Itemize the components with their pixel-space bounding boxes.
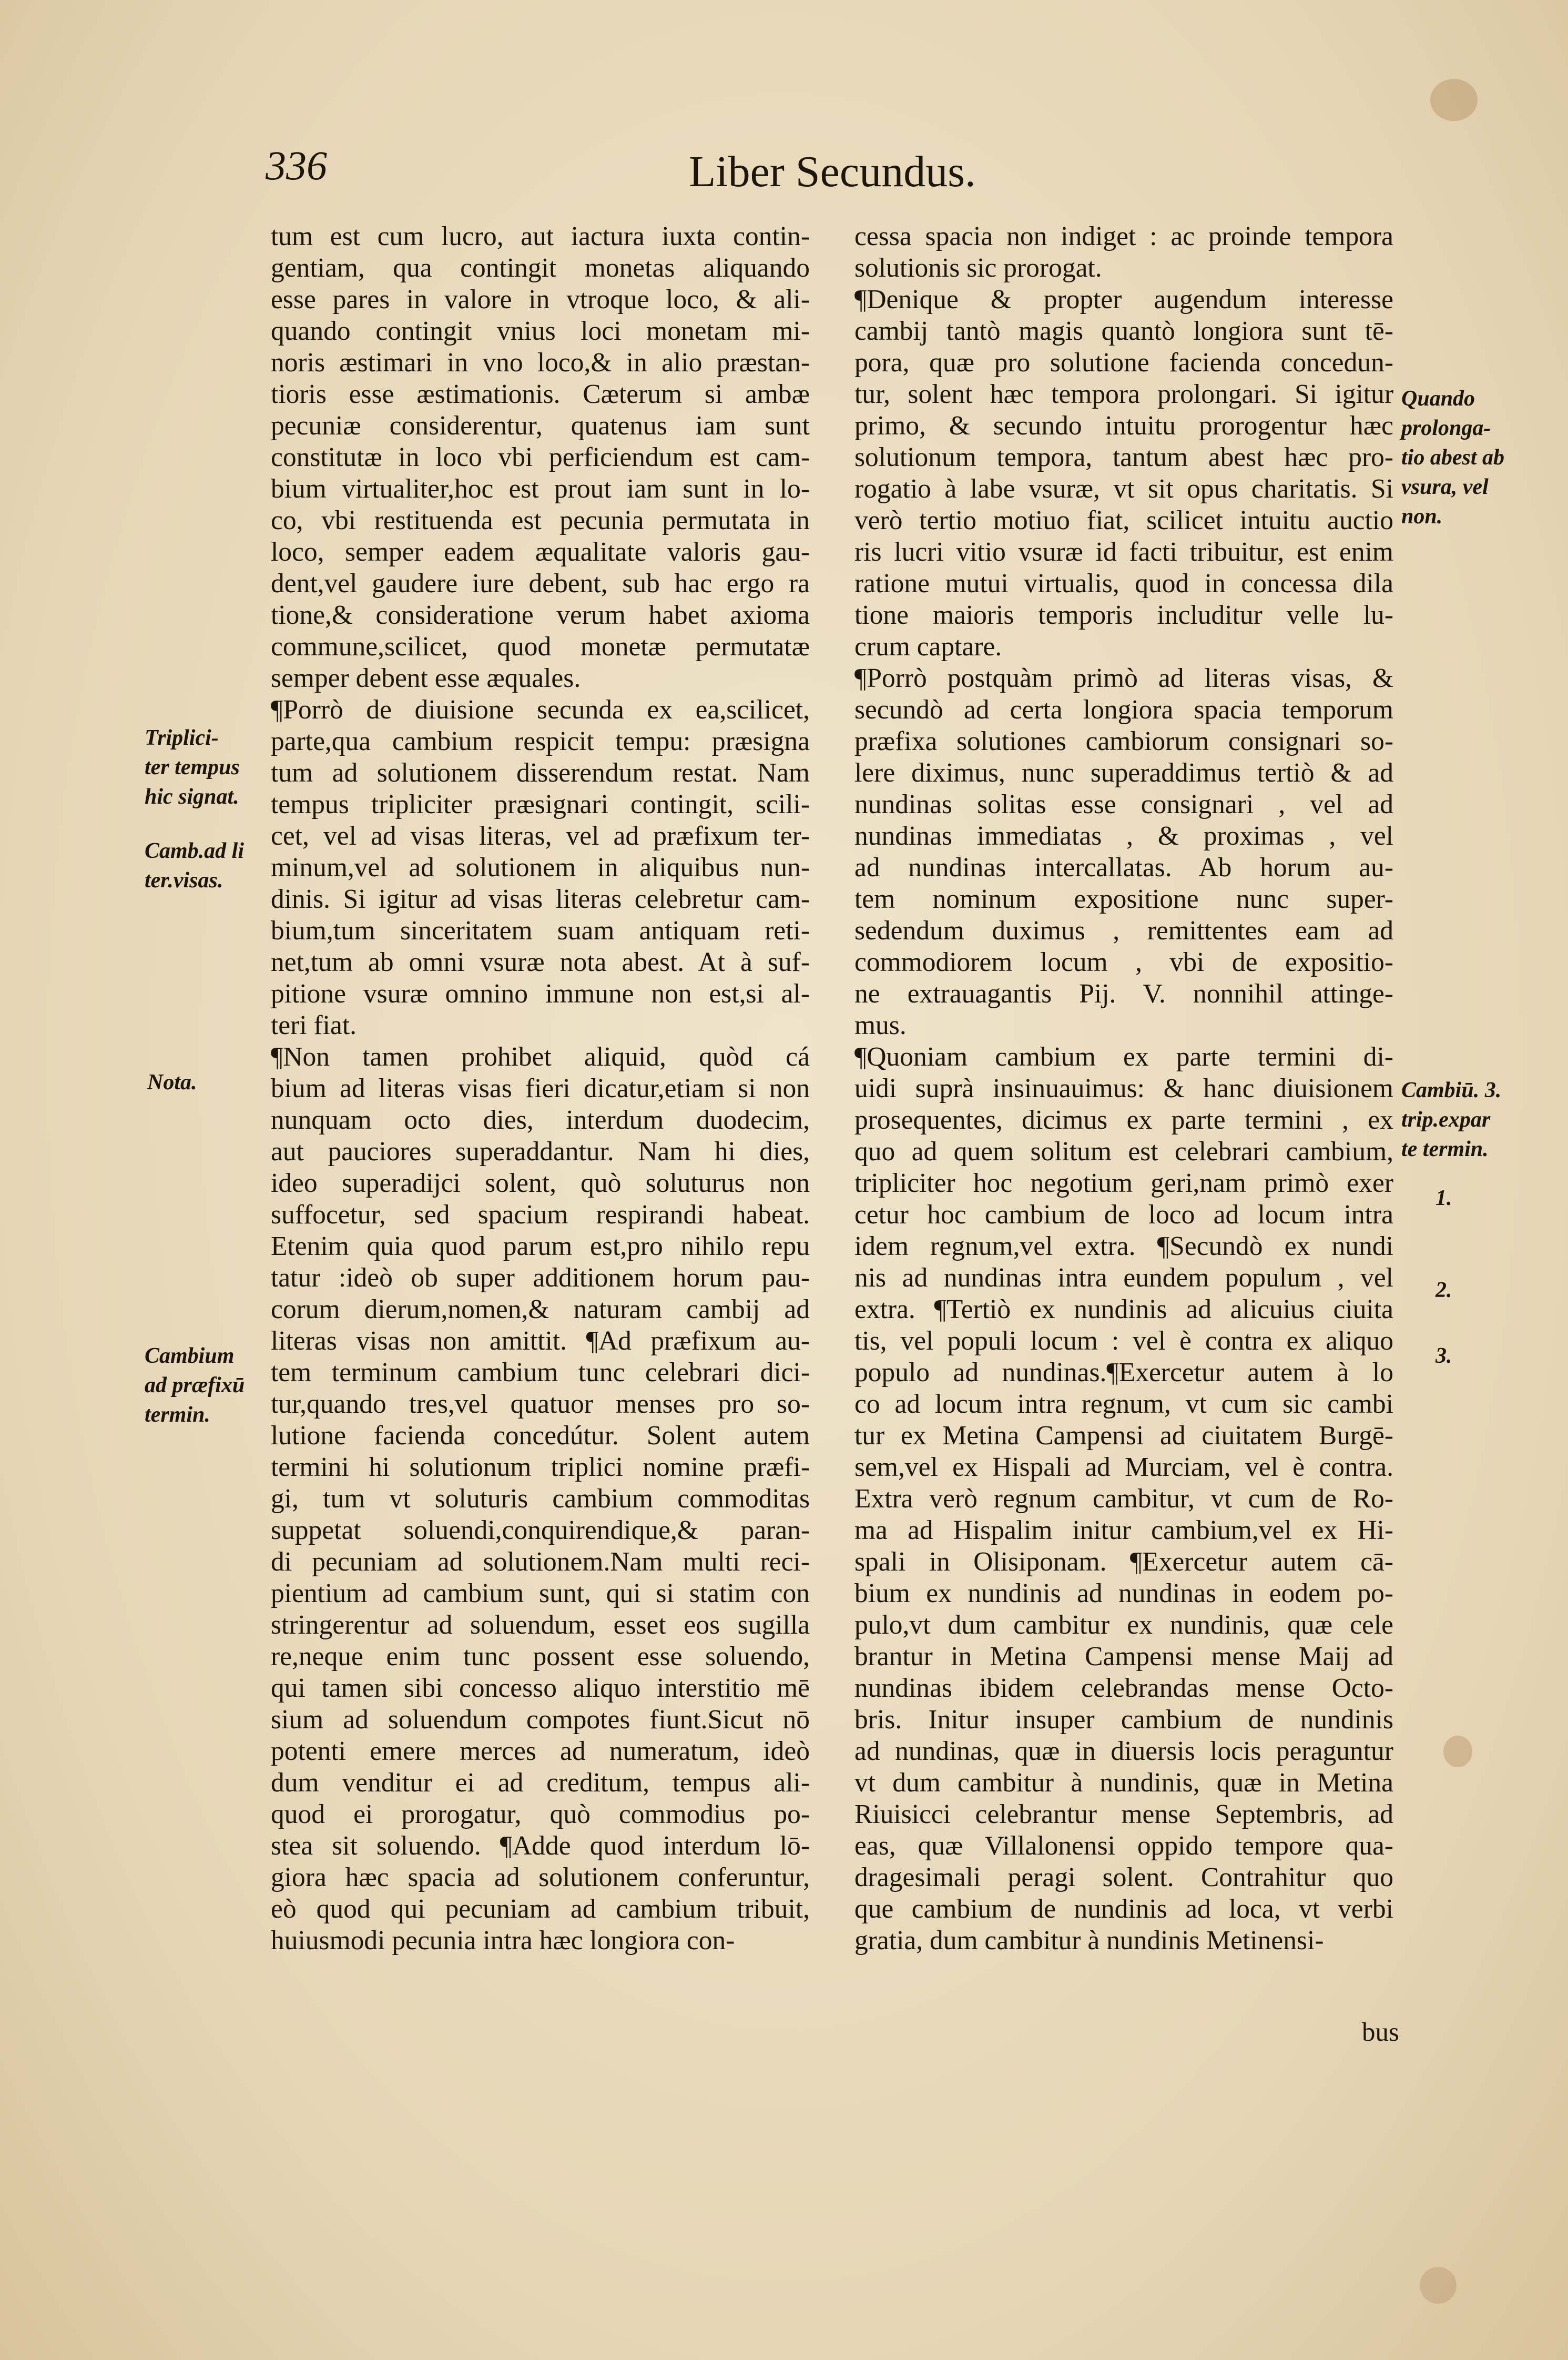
text-line: dent,vel gaudere iure debent, sub hac ergo ra <box>271 569 810 599</box>
text-line: spali in Olisiponam. ¶Exercetur autem cā- <box>854 1547 1393 1577</box>
text-line: tur,quando tres,vel quatuor menses pro so- <box>271 1389 810 1419</box>
text-line: dum venditur ei ad creditum, tempus ali- <box>271 1768 810 1798</box>
text-line: bium ex nundinis ad nundinas in eodem po- <box>854 1578 1393 1608</box>
foxing-stain <box>1420 2267 1457 2304</box>
text-line: rogatio à labe vsuræ, vt sit opus charitatis. Si <box>854 474 1393 504</box>
text-line: parte,qua cambium respicit tempu: præsigna <box>271 726 810 756</box>
text-line: stea sit soluendo. ¶Adde quod interdum lō- <box>271 1831 810 1861</box>
text-line: co ad locum intra regnum, vt cum sic cambi <box>854 1389 1393 1419</box>
text-line: bium ad literas visas fieri dicatur,etiam si non <box>271 1073 810 1103</box>
text-line: nundinas solitas esse consignari , vel ad <box>854 789 1393 819</box>
text-line: suffocetur, sed spacium respirandi habeat. <box>271 1200 810 1230</box>
text-line: idem regnum,vel extra. ¶Secundò ex nundi <box>854 1231 1393 1261</box>
text-line: termini hi solutionum triplici nomine præfi- <box>271 1452 810 1482</box>
text-line: que cambium de nundinis ad loca, vt verbi <box>854 1894 1393 1924</box>
text-line: uidi suprà insinuauimus: & hanc diuisionem <box>854 1073 1393 1103</box>
text-line: tis, vel populi locum : vel è contra ex aliquo <box>854 1326 1393 1356</box>
text-line: tione maioris temporis includitur velle lu- <box>854 600 1393 630</box>
text-line: prosequentes, dicimus ex parte termini , ex <box>854 1105 1393 1135</box>
text-line: eò quod qui pecuniam ad cambium tribuit, <box>271 1894 810 1924</box>
text-line: commodiorem locum , vbi de expositio- <box>854 947 1393 977</box>
text-line: cetur hoc cambium de loco ad locum intra <box>854 1200 1393 1230</box>
text-line: ¶Denique & propter augendum interesse <box>854 285 1393 315</box>
text-line: tur ex Metina Campensi ad ciuitatem Burgē- <box>854 1421 1393 1451</box>
text-line: vt dum cambitur à nundinis, quæ in Metina <box>854 1768 1393 1798</box>
text-line: tempus tripliciter præsignari contingit, scili- <box>271 789 810 819</box>
text-line: Riuisicci celebrantur mense Septembris, ad <box>854 1799 1393 1829</box>
text-line: solutionum tempora, tantum abest hæc pro- <box>854 442 1393 472</box>
text-line: primo, & secundo intuitu prorogentur hæc <box>854 411 1393 441</box>
page-number: 336 <box>266 143 327 188</box>
text-line: ad nundinas intercallatas. Ab horum au- <box>854 853 1393 883</box>
margin-note-number-1: 1. <box>1435 1186 1452 1210</box>
text-line: noris æstimari in vno loco,& in alio præstan- <box>271 348 810 378</box>
margin-note-quando-prolongatio: Quando prolonga- tio abest ab vsura, vel non. <box>1401 387 1504 529</box>
text-line: esse pares in valore in vtroque loco, & ali- <box>271 285 810 315</box>
text-line: tatur :ideò ob super additionem horum pau- <box>271 1263 810 1293</box>
text-line: giora hæc spacia ad solutionem conferuntur, <box>271 1862 810 1892</box>
margin-note-cambium-tripliciter: Cambiū. 3. trip.expar te termin. <box>1401 1078 1502 1161</box>
catchword: bus <box>1362 2018 1399 2047</box>
text-line: crum captare. <box>854 632 1002 662</box>
text-line: gentiam, qua contingit monetas aliquando <box>271 253 810 283</box>
text-line: tem terminum cambium tunc celebrari dici- <box>271 1358 810 1387</box>
text-line: minum,vel ad solutionem in aliquibus nun- <box>271 853 810 883</box>
text-line: tione,& consideratione verum habet axioma <box>271 600 810 630</box>
text-line: pulo,vt dum cambitur ex nundinis, quæ cele <box>854 1610 1393 1640</box>
text-line: tur, solent hæc tempora prolongari. Si igitur <box>854 379 1393 409</box>
margin-note-number-3: 3. <box>1435 1344 1452 1368</box>
text-line: nunquam octo dies, interdum duodecim, <box>271 1105 810 1135</box>
text-line: ¶Non tamen prohibet aliquid, quòd cá <box>271 1042 810 1072</box>
text-line: tum est cum lucro, aut iactura iuxta contin- <box>271 221 810 251</box>
margin-note-cambium-ad-praefixum: Cambium ad præfixū termin. <box>145 1344 245 1427</box>
text-line: dinis. Si igitur ad visas literas celebretur cam- <box>271 884 810 914</box>
text-line: di pecuniam ad solutionem.Nam multi reci- <box>271 1547 810 1577</box>
left-text-column <box>271 221 810 1957</box>
margin-note-triplici: Triplici- ter tempus hic signat. <box>145 726 240 809</box>
text-line: stringerentur ad soluendum, esset eos sugilla <box>271 1610 810 1640</box>
text-line: ¶Porrò de diuisione secunda ex ea,scilicet, <box>271 695 810 725</box>
text-line: qui tamen sibi concesso aliquo interstitio mē <box>271 1673 810 1703</box>
text-line: Etenim quia quod parum est,pro nihilo repu <box>271 1231 810 1261</box>
text-line: quod ei prorogatur, quò commodius po- <box>271 1799 810 1829</box>
text-line: commune,scilicet, quod monetæ permutatæ <box>271 632 810 662</box>
foxing-stain <box>1443 1736 1472 1767</box>
text-line: nundinas ibidem celebrandas mense Octo- <box>854 1673 1393 1703</box>
text-line: mus. <box>854 1010 907 1040</box>
text-line: populo ad nundinas.¶Exercetur autem à lo <box>854 1358 1393 1387</box>
text-line: bris. Initur insuper cambium de nundinis <box>854 1705 1393 1735</box>
text-line: lutione facienda concedútur. Solent autem <box>271 1421 810 1451</box>
text-line: ne extrauagantis Pij. V. nonnihil attinge- <box>854 979 1393 1009</box>
text-line: literas visas non amittit. ¶Ad præfixum au- <box>271 1326 810 1356</box>
text-line: pientium ad cambium sunt, qui si statim con <box>271 1578 810 1608</box>
text-line: tem nominum expositione nunc super- <box>854 884 1393 914</box>
margin-note-number-2: 2. <box>1435 1278 1452 1302</box>
text-line: nundinas immediatas , & proximas , vel <box>854 821 1393 851</box>
text-line: lere diximus, nunc superaddimus tertiò & ad <box>854 758 1393 788</box>
text-line: ris lucri vitio vsuræ id facti tribuitur, est enim <box>854 537 1393 567</box>
text-line: quo ad quem solitum est celebrari cambium, <box>854 1137 1393 1167</box>
text-line: dragesimali peragi solent. Contrahitur quo <box>854 1862 1393 1892</box>
text-line: ratione mutui virtualis, quod in concessa dila <box>854 569 1393 599</box>
text-line: pecuniæ considerentur, quatenus iam sunt <box>271 411 810 441</box>
text-line: ideo superadijci solent, quò soluturus non <box>271 1168 810 1198</box>
text-line: constitutæ in loco vbi perficiendum est cam- <box>271 442 810 472</box>
text-line: extra. ¶Tertiò ex nundinis ad alicuius ciuita <box>854 1294 1393 1324</box>
text-line: bium virtualiter,hoc est prout iam sunt in lo- <box>271 474 810 504</box>
text-line: brantur in Metina Campensi mense Maij ad <box>854 1642 1393 1672</box>
text-line: semper debent esse æquales. <box>271 663 581 693</box>
text-line: sem,vel ex Hispali ad Murciam, vel è contra. <box>854 1452 1393 1482</box>
text-line: teri fiat. <box>271 1010 357 1040</box>
text-line: tioris esse æstimationis. Cæterum si ambæ <box>271 379 810 409</box>
text-line: cambij tantò magis quantò longiora sunt tē- <box>854 316 1393 346</box>
text-line: ad nundinas, quæ in diuersis locis peraguntur <box>854 1736 1393 1766</box>
text-line: solutionis sic prorogat. <box>854 253 1102 283</box>
text-line: nis ad nundinas intra eundem populum , vel <box>854 1263 1393 1293</box>
text-line: ma ad Hispalim initur cambium,vel ex Hi- <box>854 1515 1393 1545</box>
text-line: gi, tum vt soluturis cambium commoditas <box>271 1484 810 1514</box>
text-line: potenti emere merces ad numeratum, ideò <box>271 1736 810 1766</box>
text-line: pora, quæ pro solutione facienda concedun- <box>854 348 1393 378</box>
foxing-stain <box>1430 79 1478 121</box>
text-line: bium,tum sinceritatem suam antiquam reti- <box>271 916 810 946</box>
text-line: tripliciter hoc negotium geri,nam primò exer <box>854 1168 1393 1198</box>
text-line: quando contingit vnius loci monetam mi- <box>271 316 810 346</box>
running-title: Liber Secundus. <box>689 147 976 196</box>
text-line: Extra verò regnum cambitur, vt cum de Ro- <box>854 1484 1393 1514</box>
text-line: sedendum duximus , remittentes eam ad <box>854 916 1393 946</box>
margin-note-nota: Nota. <box>147 1070 197 1095</box>
text-line: præfixa solutiones cambiorum consignari so- <box>854 726 1393 756</box>
text-line: sium ad soluendum compotes fiunt.Sicut nō <box>271 1705 810 1735</box>
text-line: ¶Quoniam cambium ex parte termini di- <box>854 1042 1393 1072</box>
text-line: net,tum ab omni vsuræ nota abest. At à suf- <box>271 947 810 977</box>
text-line: co, vbi restituenda est pecunia permutata in <box>271 505 810 535</box>
text-line: ¶Porrò postquàm primò ad literas visas, & <box>854 663 1393 693</box>
text-line: cet, vel ad visas literas, vel ad præfixum ter- <box>271 821 810 851</box>
right-text-column <box>854 221 1393 1957</box>
text-line: verò tertio motiuo fiat, scilicet intuitu auctio <box>854 505 1393 535</box>
text-line: corum dierum,nomen,& naturam cambij ad <box>271 1294 810 1324</box>
text-line: secundò ad certa longiora spacia temporum <box>854 695 1393 725</box>
text-line: re,neque enim tunc possent esse soluendo, <box>271 1642 810 1672</box>
text-line: loco, semper eadem æqualitate valoris gau- <box>271 537 810 567</box>
text-line: cessa spacia non indiget : ac proinde tempora <box>854 221 1393 251</box>
margin-note-camb-ad-literas: Camb.ad li ter.visas. <box>145 839 245 893</box>
text-line: huiusmodi pecunia intra hæc longiora con- <box>271 1926 735 1956</box>
text-line: eas, quæ Villalonensi oppido tempore qua- <box>854 1831 1393 1861</box>
text-line: suppetat soluendi,conquirendique,& paran- <box>271 1515 810 1545</box>
text-line: tum ad solutionem disserendum restat. Nam <box>271 758 810 788</box>
text-line: gratia, dum cambitur à nundinis Metinensi- <box>854 1926 1324 1956</box>
text-line: aut pauciores superaddantur. Nam hi dies, <box>271 1137 810 1167</box>
text-line: pitione vsuræ omnino immune non est,si al- <box>271 979 810 1009</box>
